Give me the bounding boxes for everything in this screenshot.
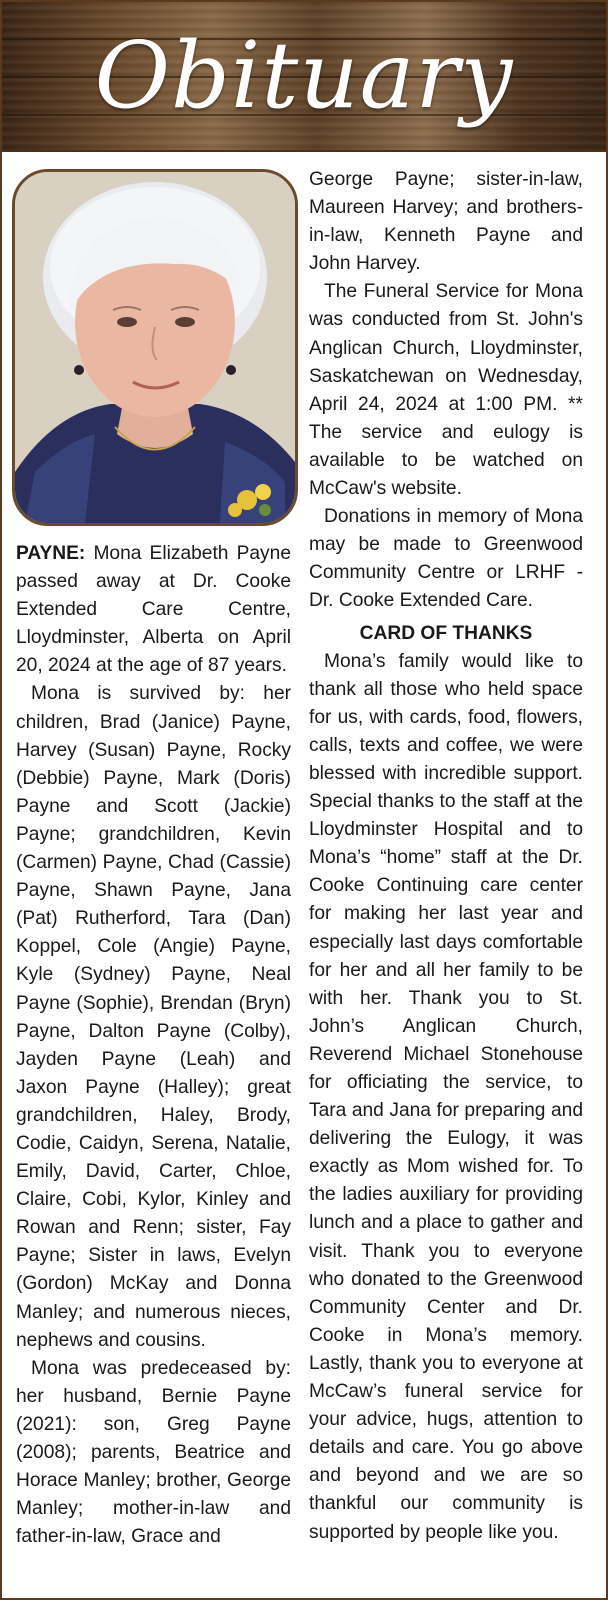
- wood-banner: [2, 2, 606, 152]
- left-column: [16, 540, 291, 1551]
- survived-by-paragraph: Mona is survived by: her children, Brad (Janice) Payne, Harvey (Susan) Payne, Rocky (Debbie) Payne, Mark (Doris) Payne and Scott (Jackie) Payne; grandchildren, Kevin (Carmen) Payne, Chad (Cassie) Payne, Shawn Payne, Jana (Pat) Rutherford, Tara (Dan) Koppel, Cole (Angie) Payne, Kyle (Sydney) Payne, Neal Payne (Sophie), Brendan (Bryn) Payne, Dalton Payne (Colby), Jayden Payne (Leah) and Jaxon Payne (Halley); great grandchildren, Haley, Brody, Codie, Caidyn, Serena, Natalie, Emily, David, Carter, Chloe, Claire, Cobi, Kylor, Kinley and Rowan and Renn; sister, Fay Payne; Sister in laws, Evelyn (Gordon) McKay and Donna Manley; and numerous nieces, nephews and cousins.: [16, 683, 291, 1351]
- banner-title: Obituary: [94, 22, 514, 129]
- portrait-illustration: [15, 172, 295, 523]
- portrait-photo: [12, 169, 298, 526]
- predeceased-continued: George Payne; sister-in-law, Maureen Harvey; and brothers-in-law, Kenneth Payne and John Harvey.: [309, 169, 583, 275]
- surname-lead: PAYNE:: [16, 543, 86, 564]
- thanks-paragraph: Mona’s family would like to thank all those who held space for us, with cards, food, flowers, calls, texts and coffee, we were blessed with incredible support. Special thanks to the staff at the Lloydminster Hospital and to Mona’s “home” staff at the Dr. Cooke Continuing care center for making her last year and especially last days comfortable for her and all her family to be with her. Thank you to St. John’s Anglican Church, Reverend Michael Stonehouse for officiating the service, to Tara and Jana for preparing and delivering the Eulogy, it was exactly as Mom wished for. To the ladies auxiliary for providing lunch and a place to gather and visit. Thank you to everyone who donated to the Greenwood Community Center and Dr. Cooke in Mona’s memory. Lastly, thank you to everyone at McCaw’s funeral service for your advice, hugs, attention to details and care. You go above and beyond and we are so thankful our community is supported by people like you.: [309, 650, 583, 1543]
- card-of-thanks-heading: CARD OF THANKS: [359, 622, 533, 644]
- predeceased-paragraph: Mona was predeceased by: her husband, Bernie Payne (2021): son, Greg Payne (2008); parents, Beatrice and Horace Manley; brother, George Manley; mother-in-law and father-in-law, Grace and: [16, 1357, 291, 1548]
- donations-paragraph: Donations in memory of Mona may be made to Greenwood Community Centre or LRHF - Dr. Cooke Extended Care.: [309, 506, 583, 612]
- obituary-opening: [16, 540, 291, 680]
- opening-text: Mona Elizabeth Payne passed away at Dr. Cooke Extended Care Centre, Lloydminster, Alberta on April 20, 2024 at the age of 87 years.: [16, 543, 291, 677]
- funeral-service-paragraph: The Funeral Service for Mona was conducted from St. John's Anglican Church, Lloydminster, Saskatchewan on Wednesday, April 24, 2024 at 1:00 PM. ** The service and eulogy is available to be watched on McCaw's website.: [309, 281, 583, 500]
- right-column: [309, 166, 583, 1547]
